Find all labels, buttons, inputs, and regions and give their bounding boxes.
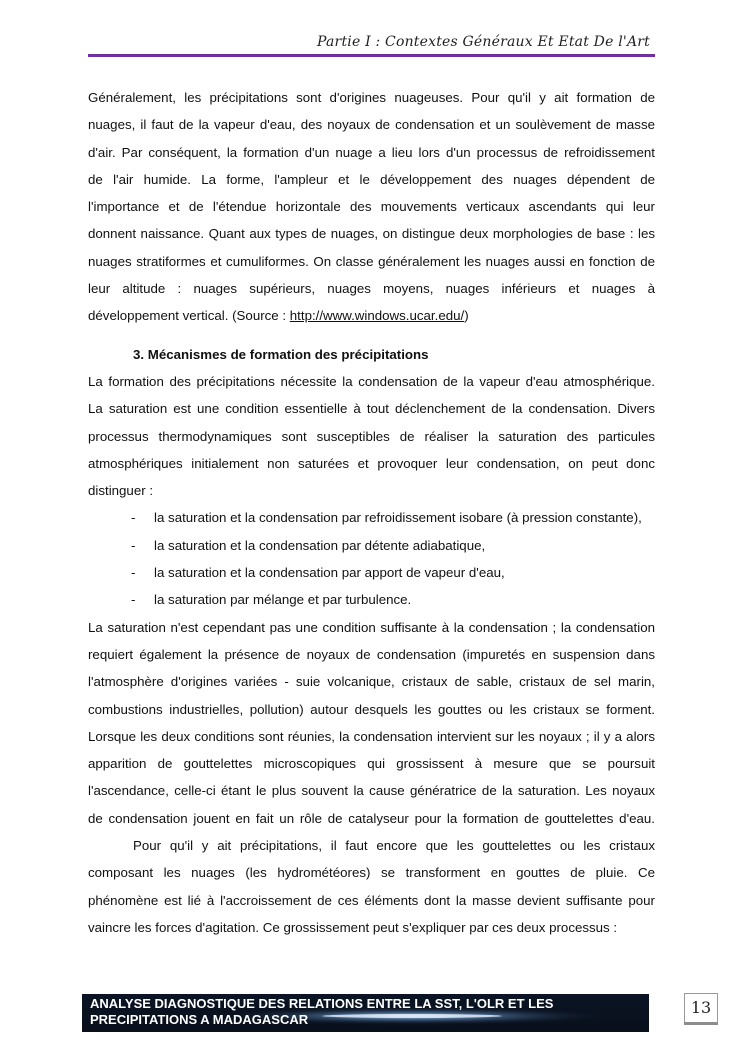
- text-line: l'ascendance, celle-ci étant le plus souvent la cause génératrice de la saturation. Les noyaux: [88, 783, 655, 799]
- text-line: Généralement, les précipitations sont d'origines nuageuses. Pour qu'il y ait formation de: [88, 90, 655, 105]
- paragraph-formation-mechanisms: [88, 368, 655, 941]
- list-item: [88, 532, 655, 559]
- text-line: nuages stratiformes et cumuliformes. On classe généralement les nuages aussi en fonction de: [88, 253, 655, 269]
- text-line: apparition de gouttelettes microscopiques qui grossissent à mesure que se poursuit: [88, 756, 655, 772]
- header-rule: [88, 54, 655, 57]
- page-number-shadow: [684, 1022, 718, 1025]
- text-line: La formation des précipitations nécessite la condensation de la vapeur d'eau atmosphérique.: [88, 374, 655, 389]
- running-header-title: Partie I : Contextes Généraux Et Etat De l'Art: [317, 34, 650, 50]
- text-line: donnent naissance. Quant aux types de nuages, on distingue deux morphologies de base : les: [88, 226, 655, 242]
- bullet-dash: -: [131, 592, 136, 608]
- list-item: [88, 504, 655, 531]
- text-line: Lorsque les deux conditions sont réunies, la condensation intervient sur les noyaux ; il y a alors: [88, 728, 655, 744]
- text-line: l'importance et de l'étendue horizontale des mouvements verticaux ascendants qui leur: [88, 199, 655, 215]
- text-line: requiert également la présence de noyaux de condensation (impuretés en suspension dans: [88, 646, 655, 662]
- page-number: 13: [684, 993, 718, 1023]
- list-item: [88, 586, 655, 613]
- text-line: vaincre les forces d'agitation. Ce grossissement peut s'expliquer par ces deux processus :: [88, 919, 618, 935]
- section-heading-block: [88, 341, 655, 368]
- list-item-text: la saturation et la condensation par apport de vapeur d'eau,: [154, 565, 505, 581]
- text-line: phénomène est lié à l'accroissement de ces éléments dont la masse devient suffisante pour: [88, 892, 655, 908]
- bullet-dash: -: [131, 510, 136, 526]
- list-item-text: la saturation et la condensation par détente adiabatique,: [154, 537, 486, 553]
- footer-title-line2: PRECIPITATIONS A MADAGASCAR: [90, 1012, 309, 1027]
- source-suffix: ): [464, 308, 469, 324]
- text-line: La saturation n'est cependant pas une condition suffisante à la condensation ; la condensation: [88, 619, 655, 635]
- list-item: [88, 559, 655, 586]
- section-heading: 3. Mécanismes de formation des précipitations: [133, 347, 429, 362]
- text-line: composant les nuages (les hydrométéores) se transforment en gouttes de pluie. Ce: [88, 865, 655, 881]
- text-line: atmosphériques initialement non saturées et provoquer leur condensation, on peut donc: [88, 455, 655, 471]
- text-line: leur altitude : nuages supérieurs, nuages moyens, nuages inférieurs et nuages à: [88, 281, 655, 297]
- text-line: La saturation est une condition essentielle à tout déclenchement de la condensation. Divers: [88, 401, 655, 417]
- bullet-dash: -: [131, 565, 136, 581]
- bullet-dash: -: [131, 537, 136, 553]
- text-line: nuages, il faut de la vapeur d'eau, des noyaux de condensation et un soulèvement de masse: [88, 117, 655, 133]
- text-line: l'atmosphère d'origines variées - suie volcanique, cristaux de sable, cristaux de sel marin,: [88, 674, 655, 690]
- list-item-text: la saturation par mélange et par turbulence.: [154, 592, 412, 608]
- footer-title-line1: ANALYSE DIAGNOSTIQUE DES RELATIONS ENTRE LA SST, L'OLR ET LES: [90, 996, 554, 1011]
- list-item-text: la saturation et la condensation par refroidissement isobare (à pression constante),: [154, 510, 642, 526]
- source-link[interactable]: http://www.windows.ucar.edu/: [289, 308, 465, 324]
- text-line: de l'air humide. La forme, l'ampleur et le développement des nuages dépendent de: [88, 171, 655, 187]
- text-line: distinguer :: [88, 483, 154, 499]
- text-line: de condensation jouent en fait un rôle de catalyseur pour la formation de gouttelettes d'eau.: [88, 810, 655, 826]
- text-line: Pour qu'il y ait précipitations, il faut encore que les gouttelettes ou les cristaux: [133, 838, 655, 854]
- text-line: d'air. Par conséquent, la formation d'un nuage a lieu lors d'un processus de refroidissement: [88, 144, 655, 160]
- footer-banner: [82, 994, 649, 1032]
- source-prefix: développement vertical. (Source :: [88, 308, 290, 324]
- text-line: processus thermodynamiques sont susceptibles de réaliser la saturation des particules: [88, 428, 655, 444]
- text-line-source: [88, 302, 655, 329]
- text-line: combustions industrielles, pollution) autour desquels les gouttes ou les cristaux se forment.: [88, 701, 655, 717]
- footer-title: [90, 996, 553, 1028]
- paragraph-precipitation-origins: [88, 84, 655, 330]
